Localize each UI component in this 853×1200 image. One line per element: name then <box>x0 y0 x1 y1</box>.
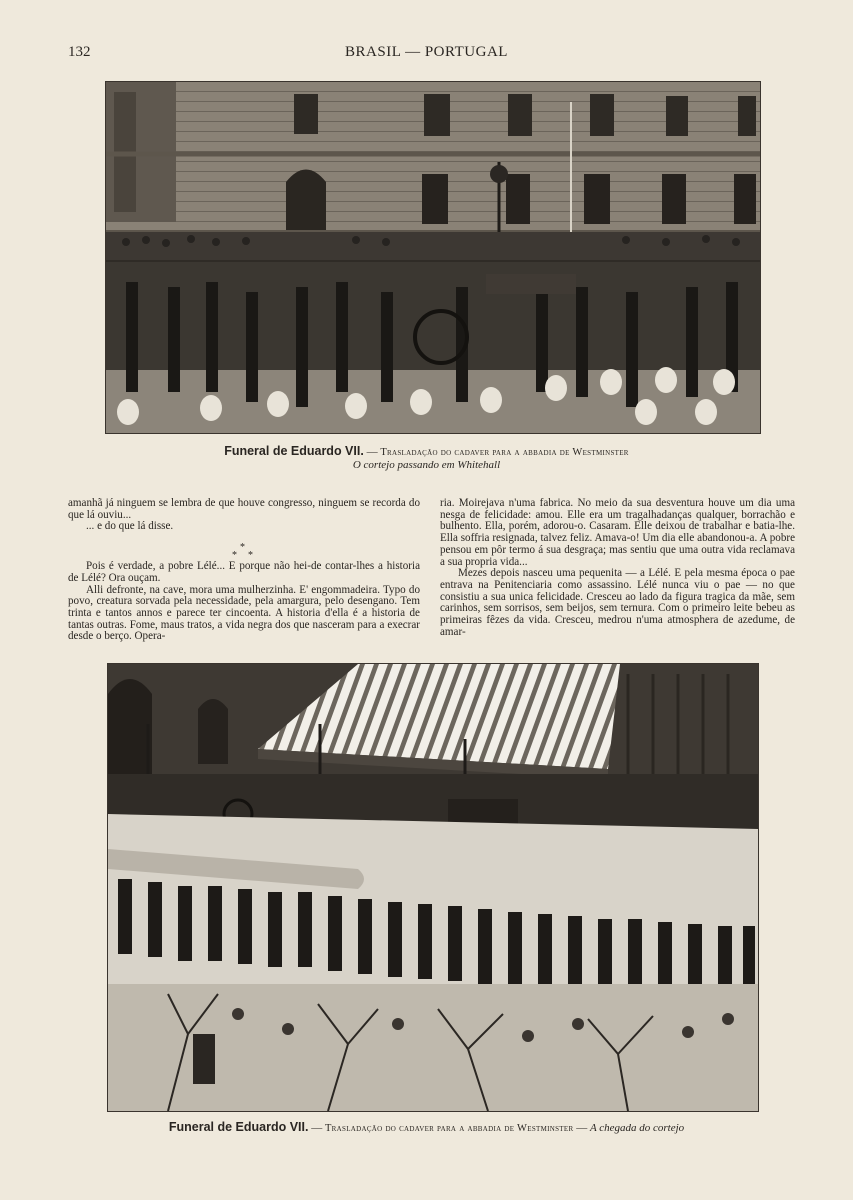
paragraph: Alli defronte, na cave, mora uma mulherzinha. E' engommadeira. Typo do povo, creatura sorvada pela necessidade, pela amargura, pelo desengano. Tem trinta e tantos annos e parece ter cincoenta. A historia d'ella é a historia de tantas outras. Fome, maus tratos, a vida negra dos que nasceram para a execrar desde o berço. Opera- <box>68 583 420 643</box>
asterism-star: * <box>248 550 253 562</box>
figure2-caption-subtitle: Trasladação do cadaver para a abbadia de Westminster <box>324 1123 574 1134</box>
paragraph: ... e do que lá disse. <box>86 520 174 533</box>
paragraph: Mezes depois nasceu uma pequenita — a Lélé. E pela mesma época o pae entrava na Penitenciaria como assassino. Lélé nunca viu o pae — no que consistiu a sua unica felicidade. Cresceu ao lado da figura tragica da mãe, sem carinhos, sem sorrisos, sem beijos, sem ternura. Com o primeiro leite bebeu as primeiras fêzes da vida. Cresceu, medrou n'uma atmosphera de azedume, de amar- <box>440 567 795 638</box>
figure2-caption-italic: A chegada do cortejo <box>589 1122 685 1134</box>
paragraph: amanhã já ninguem se lembra de que houve congresso, ninguem se recorda do que lá ouviu... <box>68 497 420 521</box>
figure2-caption-dash2: — <box>576 1122 588 1134</box>
figure1-caption-dash: — <box>366 446 378 458</box>
text-column-right <box>440 498 795 638</box>
figure1-caption <box>0 444 853 458</box>
text-column-left <box>68 498 420 643</box>
photo-procession-graphic <box>106 82 760 433</box>
asterism <box>68 535 420 561</box>
figure2-caption <box>0 1120 853 1134</box>
paragraph: Pois é verdade, a pobre Lélé... E porque não hei-de contar-lhes a historia de Lélé? Ora ouçam. <box>68 560 420 584</box>
photo-procession-whitehall <box>105 81 761 434</box>
page-number: 132 <box>68 44 91 60</box>
figure1-caption-title: Funeral de Eduardo VII. <box>224 444 364 458</box>
figure2-caption-title: Funeral de Eduardo VII. <box>168 1120 309 1134</box>
figure1-caption-subtitle: Trasladação do cadaver para a abbadia de Westminster <box>380 447 629 458</box>
figure1-caption-line2 <box>0 459 853 471</box>
paragraph: ria. Moirejava n'uma fabrica. No meio da sua desventura houve um dia uma nesga de felicidade: amou. Elle era um tragalhadanças qualquer, borrachão e bulhento. Ella, porém, adorou-o. Casaram. Elle deixou de trabalhar e batia-lhe. Ella soffria resignada, talvez feliz. Amava-o! Um dia elle abandonou-a. A pobre pensou em pôr termo á sua desgraça; mas sentiu que uma outra vida reclamava a sua propria vida... <box>440 497 795 568</box>
photo-arrival-graphic <box>108 664 758 1111</box>
photo-arrival-cortege <box>107 663 759 1112</box>
running-head: BRASIL — PORTUGAL <box>345 44 508 60</box>
asterism-star: * <box>240 542 245 554</box>
figure2-caption-dash: — <box>311 1122 323 1134</box>
figure1-caption-italic: O cortejo passando em Whitehall <box>352 459 501 471</box>
asterism-star: * <box>232 550 237 562</box>
